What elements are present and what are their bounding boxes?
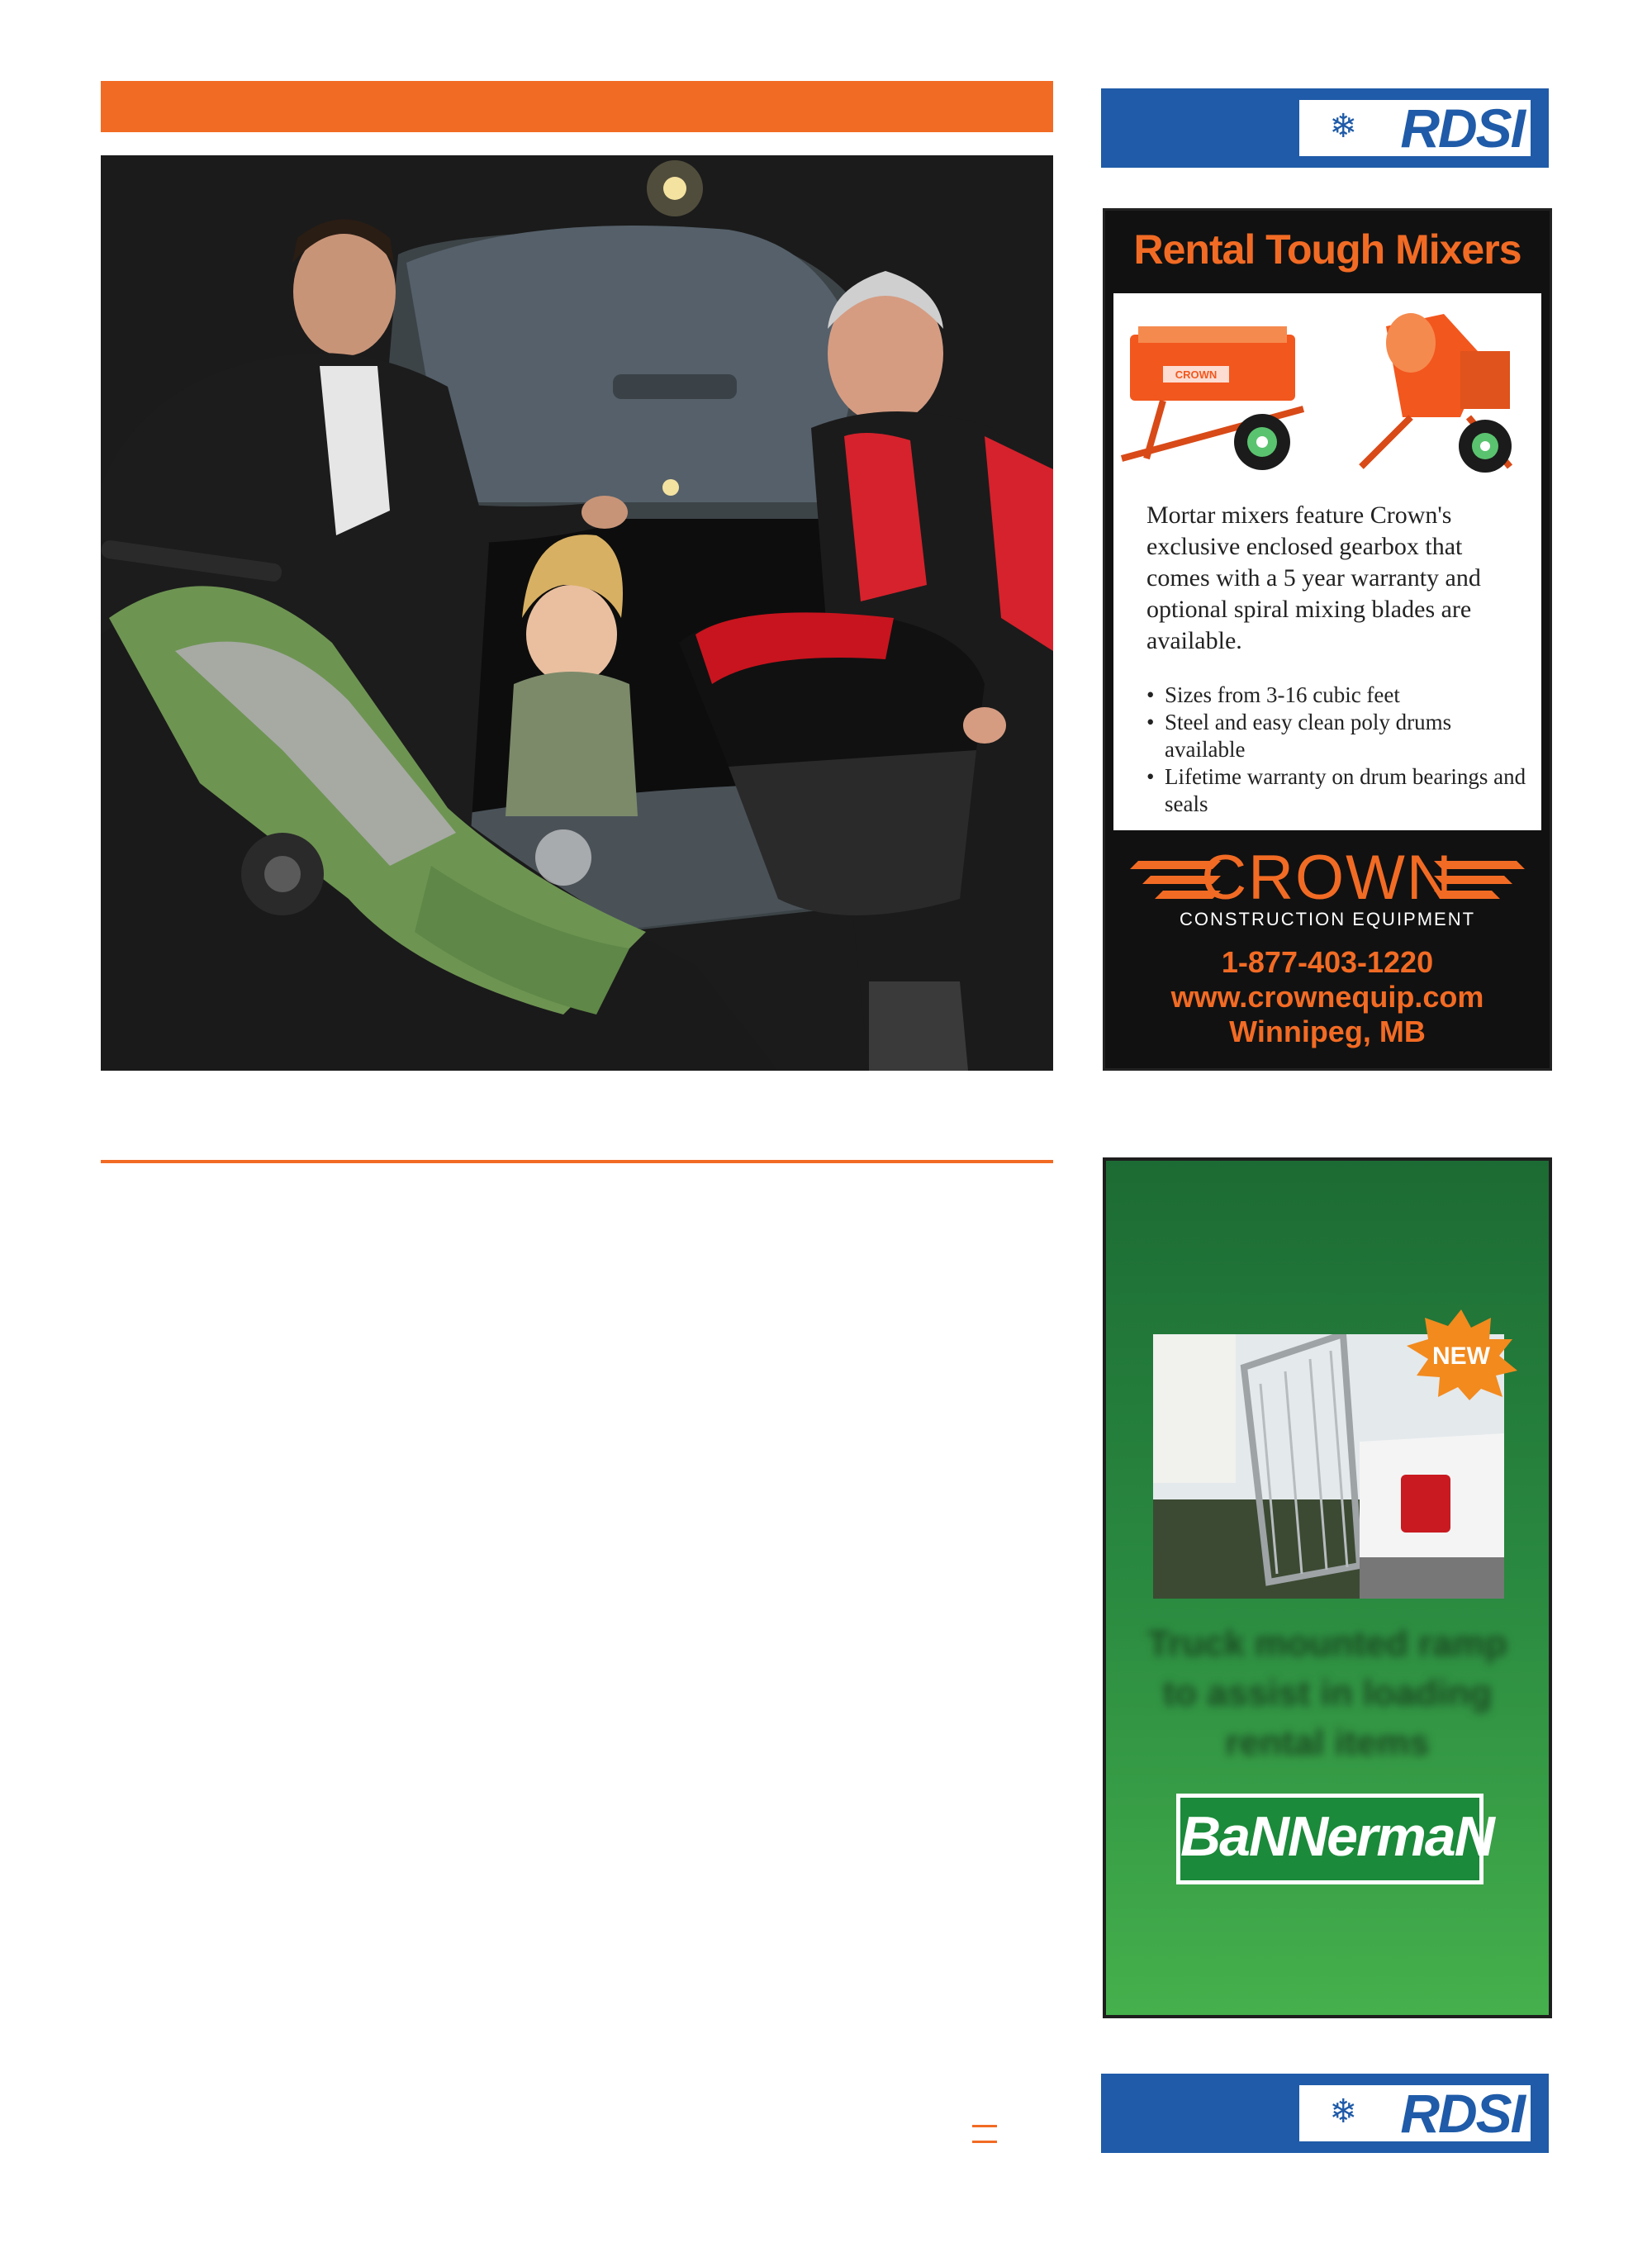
ad-caption	[1123, 1619, 1532, 1768]
crown-logo: CROWN	[1201, 843, 1454, 913]
header-accent-bar	[101, 81, 1053, 132]
caption-line: to assist in loading	[1162, 1673, 1493, 1713]
feature-photo	[101, 155, 1053, 1071]
mixer-illustration	[1113, 293, 1541, 492]
maple-leaf-icon: ❄	[1329, 2093, 1357, 2130]
rdsi-logo-text: RDSI	[1400, 97, 1524, 159]
rdsi-logo-bottom[interactable]	[1101, 2074, 1549, 2153]
feature-item: • Sizes from 3-16 cubic feet	[1146, 682, 1535, 709]
mixer-brand-label: CROWN	[1175, 368, 1218, 381]
rdsi-logo-text: RDSI	[1400, 2083, 1524, 2144]
new-badge-burst	[1403, 1309, 1519, 1400]
caption-line: Truck mounted ramp	[1147, 1623, 1507, 1664]
crown-website-link[interactable]: www.crownequip.com	[1170, 980, 1484, 1014]
maple-leaf-icon: ❄	[1329, 108, 1357, 145]
ad-body-text: Mortar mixers feature Crown's exclusive enclosed gearbox that comes with a 5 year warranty and optional spiral mixing blades are available.	[1146, 501, 1481, 654]
crown-mixers-ad[interactable]	[1103, 208, 1552, 1071]
bannerman-logo	[1176, 1794, 1493, 1884]
rdsi-logo-top[interactable]	[1101, 88, 1549, 168]
new-badge-text: NEW	[1432, 1342, 1490, 1370]
bannerman-ramp-ad[interactable]	[1103, 1157, 1552, 2018]
feature-item: • Steel and easy clean poly drums available	[1146, 709, 1535, 763]
section-divider	[101, 1160, 1053, 1163]
crown-logo-subtitle: CONSTRUCTION EQUIPMENT	[1179, 909, 1476, 929]
crown-phone[interactable]: 1-877-403-1220	[1221, 945, 1434, 979]
page-number-mark	[972, 2125, 997, 2143]
caption-line: rental items	[1225, 1723, 1430, 1763]
ad-title: Rental Tough Mixers	[1133, 226, 1521, 273]
crown-location: Winnipeg, MB	[1229, 1015, 1426, 1048]
ad-feature-list	[1146, 682, 1535, 818]
feature-item: • Lifetime warranty on drum bearings and seals	[1146, 763, 1535, 818]
bannerman-logo-text: BaNNermaN	[1180, 1805, 1493, 1868]
ad-content-panel	[1113, 293, 1541, 830]
